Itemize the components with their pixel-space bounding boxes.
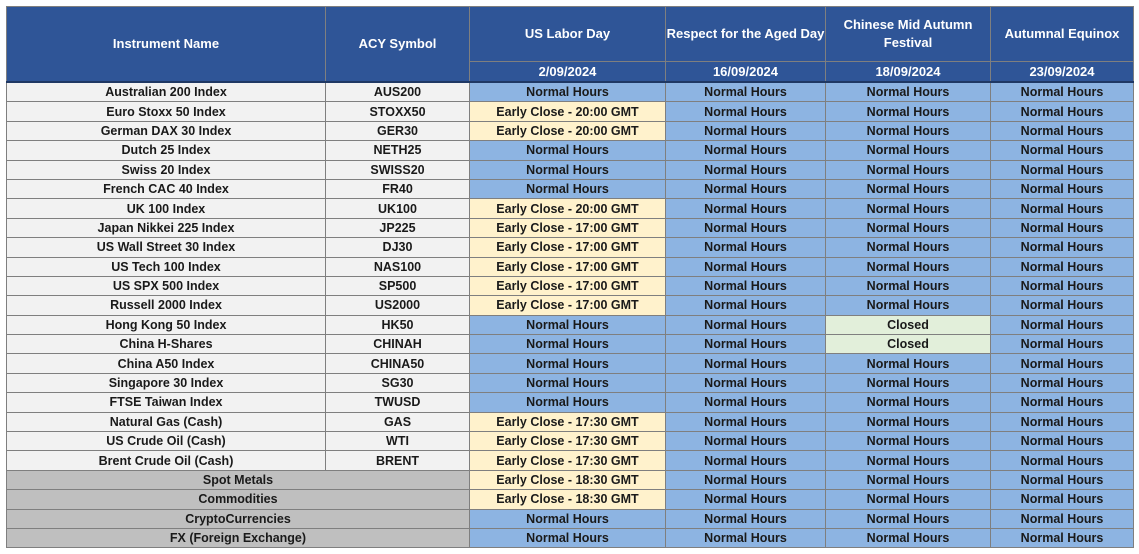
trading-status-cell: Normal Hours	[666, 412, 826, 431]
trading-status-cell: Normal Hours	[991, 412, 1134, 431]
trading-status-cell: Normal Hours	[826, 296, 991, 315]
trading-status-cell: Normal Hours	[826, 276, 991, 295]
holiday-name-header: Respect for the Aged Day	[666, 7, 826, 62]
instrument-name-cell: China H-Shares	[7, 335, 326, 354]
table-row	[7, 199, 1134, 218]
trading-status-cell: Normal Hours	[666, 102, 826, 121]
trading-status-cell: Normal Hours	[991, 179, 1134, 198]
trading-status-cell: Normal Hours	[470, 315, 666, 334]
acy-symbol-cell: NETH25	[326, 141, 470, 160]
holiday-date-header: 2/09/2024	[470, 62, 666, 83]
trading-status-cell: Normal Hours	[826, 354, 991, 373]
acy-symbol-cell: NAS100	[326, 257, 470, 276]
trading-status-cell: Normal Hours	[991, 199, 1134, 218]
trading-status-cell: Normal Hours	[666, 470, 826, 489]
trading-status-cell: Normal Hours	[991, 160, 1134, 179]
trading-status-cell: Normal Hours	[666, 82, 826, 102]
instrument-group-cell: FX (Foreign Exchange)	[7, 528, 470, 547]
trading-status-cell: Normal Hours	[991, 238, 1134, 257]
table-row	[7, 451, 1134, 470]
acy-symbol-cell: JP225	[326, 218, 470, 237]
trading-status-cell: Normal Hours	[666, 432, 826, 451]
trading-status-cell: Normal Hours	[666, 528, 826, 547]
acy-symbol-cell: US2000	[326, 296, 470, 315]
table-body	[7, 82, 1134, 548]
trading-status-cell: Normal Hours	[826, 509, 991, 528]
acy-symbol-cell: STOXX50	[326, 102, 470, 121]
table-row	[7, 373, 1134, 392]
trading-status-cell: Normal Hours	[470, 160, 666, 179]
trading-status-cell: Normal Hours	[470, 393, 666, 412]
trading-status-cell: Normal Hours	[666, 257, 826, 276]
trading-status-cell: Normal Hours	[470, 354, 666, 373]
trading-status-cell: Early Close - 17:30 GMT	[470, 451, 666, 470]
trading-status-cell: Closed	[826, 315, 991, 334]
instrument-name-cell: US Tech 100 Index	[7, 257, 326, 276]
trading-status-cell: Normal Hours	[991, 528, 1134, 547]
trading-status-cell: Early Close - 20:00 GMT	[470, 199, 666, 218]
table-row	[7, 276, 1134, 295]
table-row	[7, 296, 1134, 315]
trading-status-cell: Normal Hours	[666, 354, 826, 373]
instrument-group-cell: Commodities	[7, 490, 470, 509]
instrument-name-cell: China A50 Index	[7, 354, 326, 373]
table-row	[7, 257, 1134, 276]
trading-status-cell: Normal Hours	[826, 490, 991, 509]
table-row	[7, 179, 1134, 198]
acy-symbol-cell: AUS200	[326, 82, 470, 102]
instrument-name-cell: US Wall Street 30 Index	[7, 238, 326, 257]
trading-status-cell: Early Close - 18:30 GMT	[470, 490, 666, 509]
trading-status-cell: Early Close - 17:30 GMT	[470, 412, 666, 431]
instrument-name-cell: Dutch 25 Index	[7, 141, 326, 160]
trading-status-cell: Early Close - 20:00 GMT	[470, 102, 666, 121]
trading-status-cell: Normal Hours	[826, 528, 991, 547]
acy-symbol-cell: GAS	[326, 412, 470, 431]
trading-status-cell: Closed	[826, 335, 991, 354]
acy-symbol-cell: FR40	[326, 179, 470, 198]
trading-status-cell: Early Close - 17:00 GMT	[470, 218, 666, 237]
instrument-name-cell: FTSE Taiwan Index	[7, 393, 326, 412]
trading-status-cell: Normal Hours	[666, 121, 826, 140]
trading-status-cell: Normal Hours	[991, 393, 1134, 412]
holiday-schedule-table-wrapper	[6, 6, 1134, 548]
table-row	[7, 432, 1134, 451]
holiday-name-header: Chinese Mid Autumn Festival	[826, 7, 991, 62]
table-row	[7, 121, 1134, 140]
trading-status-cell: Normal Hours	[991, 121, 1134, 140]
trading-status-cell: Normal Hours	[826, 218, 991, 237]
table-row	[7, 102, 1134, 121]
instrument-name-cell: Brent Crude Oil (Cash)	[7, 451, 326, 470]
table-header	[7, 7, 1134, 83]
instrument-name-cell: Hong Kong 50 Index	[7, 315, 326, 334]
table-row	[7, 335, 1134, 354]
instrument-name-cell: Australian 200 Index	[7, 82, 326, 102]
trading-status-cell: Normal Hours	[666, 238, 826, 257]
instrument-name-cell: US Crude Oil (Cash)	[7, 432, 326, 451]
trading-status-cell: Normal Hours	[991, 470, 1134, 489]
table-row	[7, 160, 1134, 179]
trading-status-cell: Normal Hours	[666, 451, 826, 470]
trading-status-cell: Normal Hours	[826, 199, 991, 218]
table-row	[7, 238, 1134, 257]
instrument-name-cell: Russell 2000 Index	[7, 296, 326, 315]
trading-status-cell: Normal Hours	[666, 509, 826, 528]
trading-status-cell: Normal Hours	[666, 179, 826, 198]
trading-status-cell: Normal Hours	[666, 218, 826, 237]
acy-symbol-cell: SP500	[326, 276, 470, 295]
trading-status-cell: Normal Hours	[991, 509, 1134, 528]
holiday-name-header: US Labor Day	[470, 7, 666, 62]
instrument-group-cell: Spot Metals	[7, 470, 470, 489]
table-row	[7, 490, 1134, 509]
trading-status-cell: Early Close - 17:00 GMT	[470, 257, 666, 276]
trading-status-cell: Normal Hours	[991, 141, 1134, 160]
acy-symbol-cell: HK50	[326, 315, 470, 334]
acy-symbol-cell: UK100	[326, 199, 470, 218]
acy-symbol-cell: GER30	[326, 121, 470, 140]
table-row	[7, 315, 1134, 334]
trading-status-cell: Normal Hours	[470, 82, 666, 102]
trading-status-cell: Early Close - 18:30 GMT	[470, 470, 666, 489]
holiday-date-header: 18/09/2024	[826, 62, 991, 83]
header-row-holidays	[7, 7, 1134, 62]
table-row	[7, 470, 1134, 489]
trading-status-cell: Normal Hours	[826, 412, 991, 431]
acy-symbol-cell: SWISS20	[326, 160, 470, 179]
instrument-group-cell: CryptoCurrencies	[7, 509, 470, 528]
trading-status-cell: Normal Hours	[991, 257, 1134, 276]
trading-status-cell: Normal Hours	[666, 315, 826, 334]
instrument-name-cell: German DAX 30 Index	[7, 121, 326, 140]
holiday-trading-hours-table	[6, 6, 1134, 548]
table-row	[7, 354, 1134, 373]
trading-status-cell: Normal Hours	[991, 354, 1134, 373]
trading-status-cell: Normal Hours	[666, 199, 826, 218]
acy-symbol-cell: CHINA50	[326, 354, 470, 373]
trading-status-cell: Normal Hours	[991, 218, 1134, 237]
trading-status-cell: Normal Hours	[826, 373, 991, 392]
table-row	[7, 82, 1134, 102]
trading-status-cell: Normal Hours	[991, 82, 1134, 102]
instrument-name-cell: US SPX 500 Index	[7, 276, 326, 295]
trading-status-cell: Normal Hours	[991, 451, 1134, 470]
acy-symbol-cell: BRENT	[326, 451, 470, 470]
instrument-name-cell: Singapore 30 Index	[7, 373, 326, 392]
table-row	[7, 509, 1134, 528]
trading-status-cell: Normal Hours	[991, 335, 1134, 354]
trading-status-cell: Normal Hours	[991, 296, 1134, 315]
holiday-date-header: 16/09/2024	[666, 62, 826, 83]
trading-status-cell: Early Close - 17:00 GMT	[470, 276, 666, 295]
trading-status-cell: Normal Hours	[991, 432, 1134, 451]
trading-status-cell: Normal Hours	[991, 102, 1134, 121]
trading-status-cell: Normal Hours	[826, 257, 991, 276]
trading-status-cell: Normal Hours	[991, 315, 1134, 334]
trading-status-cell: Early Close - 17:00 GMT	[470, 296, 666, 315]
trading-status-cell: Normal Hours	[666, 335, 826, 354]
table-row	[7, 141, 1134, 160]
trading-status-cell: Normal Hours	[666, 141, 826, 160]
trading-status-cell: Normal Hours	[666, 373, 826, 392]
instrument-name-cell: Japan Nikkei 225 Index	[7, 218, 326, 237]
instrument-name-header: Instrument Name	[7, 7, 326, 83]
trading-status-cell: Normal Hours	[470, 179, 666, 198]
trading-status-cell: Normal Hours	[826, 179, 991, 198]
trading-status-cell: Normal Hours	[826, 470, 991, 489]
trading-status-cell: Normal Hours	[826, 238, 991, 257]
acy-symbol-cell: DJ30	[326, 238, 470, 257]
acy-symbol-cell: TWUSD	[326, 393, 470, 412]
acy-symbol-cell: WTI	[326, 432, 470, 451]
instrument-name-cell: Euro Stoxx 50 Index	[7, 102, 326, 121]
instrument-name-cell: French CAC 40 Index	[7, 179, 326, 198]
trading-status-cell: Normal Hours	[826, 141, 991, 160]
trading-status-cell: Normal Hours	[826, 451, 991, 470]
trading-status-cell: Normal Hours	[826, 160, 991, 179]
trading-status-cell: Normal Hours	[826, 432, 991, 451]
instrument-name-cell: Natural Gas (Cash)	[7, 412, 326, 431]
trading-status-cell: Normal Hours	[470, 141, 666, 160]
instrument-name-cell: Swiss 20 Index	[7, 160, 326, 179]
trading-status-cell: Normal Hours	[470, 509, 666, 528]
trading-status-cell: Normal Hours	[991, 276, 1134, 295]
trading-status-cell: Normal Hours	[991, 490, 1134, 509]
trading-status-cell: Normal Hours	[666, 276, 826, 295]
instrument-name-cell: UK 100 Index	[7, 199, 326, 218]
table-row	[7, 412, 1134, 431]
trading-status-cell: Early Close - 17:30 GMT	[470, 432, 666, 451]
table-row	[7, 218, 1134, 237]
trading-status-cell: Normal Hours	[666, 296, 826, 315]
acy-symbol-header: ACY Symbol	[326, 7, 470, 83]
trading-status-cell: Normal Hours	[470, 528, 666, 547]
acy-symbol-cell: SG30	[326, 373, 470, 392]
trading-status-cell: Normal Hours	[826, 102, 991, 121]
trading-status-cell: Normal Hours	[666, 490, 826, 509]
holiday-name-header: Autumnal Equinox	[991, 7, 1134, 62]
acy-symbol-cell: CHINAH	[326, 335, 470, 354]
trading-status-cell: Normal Hours	[991, 373, 1134, 392]
trading-status-cell: Normal Hours	[826, 82, 991, 102]
table-row	[7, 393, 1134, 412]
trading-status-cell: Normal Hours	[826, 393, 991, 412]
trading-status-cell: Normal Hours	[470, 373, 666, 392]
trading-status-cell: Normal Hours	[666, 393, 826, 412]
trading-status-cell: Normal Hours	[826, 121, 991, 140]
trading-status-cell: Early Close - 20:00 GMT	[470, 121, 666, 140]
trading-status-cell: Normal Hours	[470, 335, 666, 354]
holiday-date-header: 23/09/2024	[991, 62, 1134, 83]
trading-status-cell: Normal Hours	[666, 160, 826, 179]
trading-status-cell: Early Close - 17:00 GMT	[470, 238, 666, 257]
table-row	[7, 528, 1134, 547]
